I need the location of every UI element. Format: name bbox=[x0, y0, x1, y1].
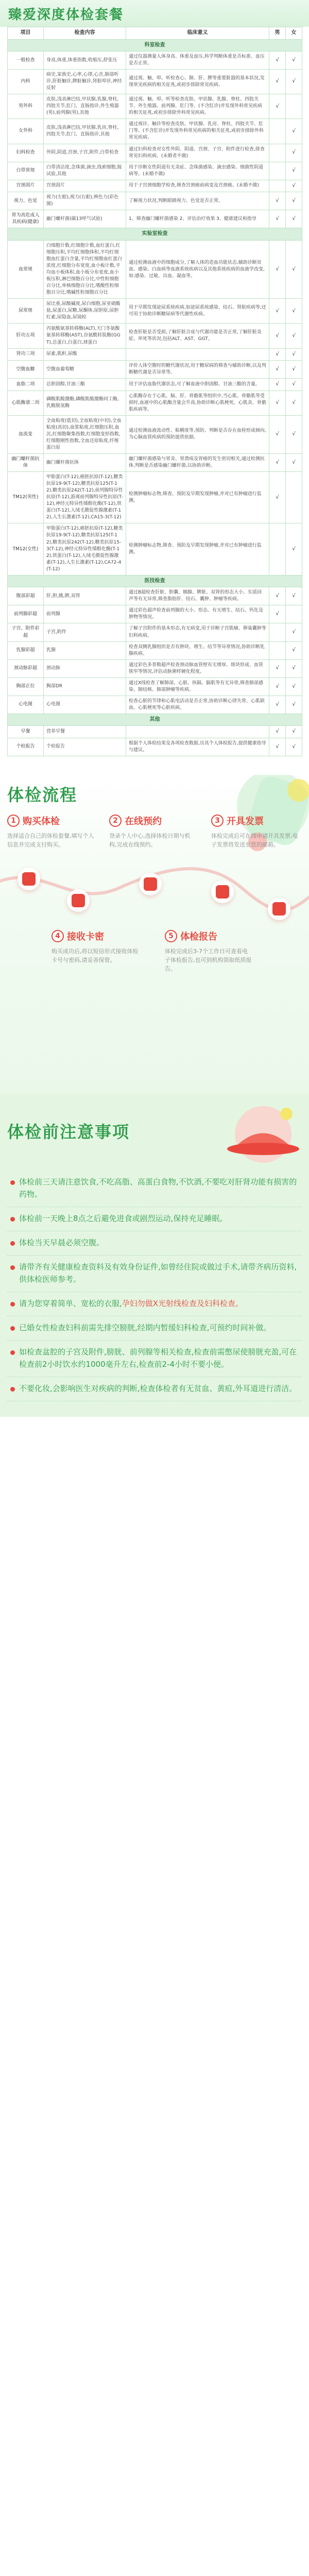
male-check-cell: √ bbox=[269, 415, 286, 453]
table-row bbox=[8, 659, 302, 677]
content-cell: 丙氨酸氨基转移酶(ALT),天门冬氨酸氨基转移酶(AST),谷氨酰转肽酶(GGT),总蛋白,白蛋白,球蛋白 bbox=[44, 324, 126, 348]
meaning-cell: 用于早期发现泌尿系统疾病,如泌尿系统感染、结石、肾脏疾病等;还可用于协助诊断糖尿病等代谢性疾病。 bbox=[126, 299, 269, 324]
item-cell: 幽门螺杆菌抗体 bbox=[8, 454, 44, 472]
item-cell: 女外科 bbox=[8, 119, 44, 144]
flow-node-1 bbox=[18, 868, 40, 890]
item-cell: 一般检查 bbox=[8, 52, 44, 70]
female-check-cell: √ bbox=[286, 623, 302, 641]
content-cell: 白细胞计数,红细胞计数,血红蛋白,红细胞压积,平均红细胞体积,平均红细胞血红蛋白含量,平均红细胞血红蛋白浓度,红细胞分布宽度,血小板计数,平均血小板体积,血小板分布宽度,血小板压积,淋巴细胞百分比,中性粒细胞百分比,单核细胞百分比,嗜酸性粒细胞百分比,嗜碱性粒细胞百分比 bbox=[44, 240, 126, 298]
male-check-cell bbox=[269, 119, 286, 144]
male-check-cell bbox=[269, 641, 286, 659]
table-row bbox=[8, 523, 302, 575]
flow-step-3 bbox=[211, 814, 299, 849]
table-row bbox=[8, 472, 302, 523]
content-cell: 视力(左眼),视力(右眼),辨色力(彩色图) bbox=[44, 192, 126, 210]
item-cell: 胃为高危成人其疾病(健康) bbox=[8, 210, 44, 228]
step-number: 3 bbox=[211, 815, 224, 827]
content-cell: 肝,胆,胰,脾,双肾 bbox=[44, 587, 126, 605]
meaning-cell: 通过检测血液流动性、粘稠度等,预防、判断是否存在血栓形成倾向,为心脑血管疾病的预防提供依据。 bbox=[126, 415, 269, 453]
item-cell: 血流变 bbox=[8, 415, 44, 453]
meaning-cell: 检查肝脏是否受损,了解肝脏合成与代谢功能是否正常,了解肝脏炎症、坏死等状况,包括ALT、AST、GGT。 bbox=[126, 324, 269, 348]
male-check-cell bbox=[269, 623, 286, 641]
note-item bbox=[7, 1207, 302, 1231]
male-check-cell: √ bbox=[269, 94, 286, 119]
male-check-cell bbox=[269, 162, 286, 180]
section-header-row bbox=[8, 228, 302, 241]
female-check-cell: √ bbox=[286, 348, 302, 361]
male-check-cell: √ bbox=[269, 391, 286, 415]
col-header-meaning: 临床意义 bbox=[126, 27, 269, 40]
bullet-dot-icon bbox=[10, 1387, 15, 1392]
meaning-cell: 通过B超检查肝脏、胆囊、胰腺、脾脏、双肾的形态大小、实质回声等有无异常,筛查脂肪肝、结石、囊肿、肿瘤等疾病。 bbox=[126, 587, 269, 605]
notes-list bbox=[7, 1171, 302, 1401]
note-text: 已婚女性检查妇科前需先排空膀胱,经期内暂缓妇科检查,可预约时间补做。 bbox=[19, 1323, 271, 1333]
bullet-dot-icon bbox=[10, 1217, 15, 1222]
section-header-row bbox=[8, 714, 302, 726]
table-row bbox=[8, 696, 302, 714]
female-check-cell: √ bbox=[286, 659, 302, 677]
table-row bbox=[8, 587, 302, 605]
table-row bbox=[8, 324, 302, 348]
meaning-cell: 用于评估血脂代谢状态,可了解血液中胆固醇、甘油三酯的含量。 bbox=[126, 379, 269, 391]
step-number: 4 bbox=[52, 930, 64, 942]
table-row bbox=[8, 391, 302, 415]
female-check-cell: √ bbox=[286, 52, 302, 70]
section-title: 医技检查 bbox=[8, 575, 302, 587]
note-item bbox=[7, 1341, 302, 1377]
meaning-cell: 通过视、触、叩、听等检查皮肤、甲状腺、乳腺、脊柱、四肢关节、外生殖器、前列腺、肛门等。(不含肛诊)并发现外科常见疾病的相关征兆,或初步排除外科常见疾病。 bbox=[126, 94, 269, 119]
content-cell: 身高,体重,体重指数,收缩压,舒张压 bbox=[44, 52, 126, 70]
content-cell: 乳腺 bbox=[44, 641, 126, 659]
meaning-cell: 通过彩色多普勒超声检查颈动脉血管壁有无增厚、斑块形成、血管狭窄等情况,评估动脉粥样硬化程度。 bbox=[126, 659, 269, 677]
item-cell: 心电图 bbox=[8, 696, 44, 714]
table-row bbox=[8, 641, 302, 659]
item-cell: 妇科检查 bbox=[8, 144, 44, 162]
meaning-cell: 通过视、触、叩、听检查心、肺、肝、脾等重要脏器的基本状况,发现常见疾病的相关征兆,或初步排除常见疾病。 bbox=[126, 70, 269, 94]
note-item bbox=[7, 1377, 302, 1401]
female-check-cell: √ bbox=[286, 696, 302, 714]
meaning-cell: 1、筛查幽门螺杆菌感染 2、评估治疗效果 3、健康建议和指导 bbox=[126, 210, 269, 228]
bullet-dot-icon bbox=[10, 1180, 15, 1185]
step-desc: 选择适合自己的体检套餐,填写个人信息并完成支付购买。 bbox=[7, 833, 94, 849]
female-check-cell: √ bbox=[286, 738, 302, 756]
meaning-cell: 幽门螺杆菌感染与胃炎、胃溃疡及胃癌的发生密切相关,通过检测抗体,判断是否感染幽门螺杆菌,以协助诊断。 bbox=[126, 454, 269, 472]
table-row bbox=[8, 623, 302, 641]
content-cell: 子宫,附件 bbox=[44, 623, 126, 641]
col-header-female: 女 bbox=[286, 27, 302, 40]
note-item bbox=[7, 1256, 302, 1292]
meaning-cell: 了解视力状况,判断眼睛视力、色觉是否正常。 bbox=[126, 192, 269, 210]
decorative-hat-icon bbox=[214, 1098, 302, 1171]
step-title: 开具发票 bbox=[227, 816, 264, 827]
table-row bbox=[8, 210, 302, 228]
table-row bbox=[8, 144, 302, 162]
item-cell: 视力、色觉 bbox=[8, 192, 44, 210]
section-title: 实验室检查 bbox=[8, 228, 302, 241]
table-row bbox=[8, 726, 302, 738]
section-title: 科室检查 bbox=[8, 39, 302, 52]
male-check-cell bbox=[269, 523, 286, 575]
item-cell: 个检报告 bbox=[8, 738, 44, 756]
male-check-cell bbox=[269, 180, 286, 192]
content-cell: 病史,家族史,心率,心律,心音,肺部听诊,肝脏触诊,脾脏触诊,肾脏叩诊,神经反射 bbox=[44, 70, 126, 94]
content-cell: 空腹血葡萄糖 bbox=[44, 361, 126, 379]
step-title: 接收卡密 bbox=[67, 931, 104, 943]
page-title: 臻爱深度体检套餐 bbox=[8, 7, 124, 23]
female-check-cell: √ bbox=[286, 587, 302, 605]
meaning-cell: 用于子宫颈细胞学检查,筛查宫颈癌前病变及宫颈癌。(未婚不做) bbox=[126, 180, 269, 192]
female-check-cell: √ bbox=[286, 391, 302, 415]
package-table bbox=[7, 27, 302, 756]
male-check-cell: √ bbox=[269, 677, 286, 696]
page-header bbox=[0, 0, 309, 27]
item-cell: 早餐 bbox=[8, 726, 44, 738]
content-cell: 总胆固醇,甘油三酯 bbox=[44, 379, 126, 391]
female-check-cell: √ bbox=[286, 379, 302, 391]
note-item bbox=[7, 1231, 302, 1256]
bullet-dot-icon bbox=[10, 1326, 15, 1331]
meaning-cell: 了解子宫附件的基本形态,有无病变,用于诊断子宫肌瘤、卵巢囊肿等妇科疾病。 bbox=[126, 623, 269, 641]
flow-node-3 bbox=[139, 873, 162, 895]
content-cell: 全血粘度(低切),全血粘度(中切),全血粘度(高切),血浆粘度,红细胞压积,血沉,红细胞聚集指数,红细胞变形指数,红细胞刚性指数,全血还原粘度,纤维蛋白原 bbox=[44, 415, 126, 453]
meaning-cell: 心肌酶存在于心肌、脑、肝、骨骼肌等组织中,当心肌、骨骼肌等受损时,血液中的心肌酶含量会升高,协助诊断心肌梗死、心肌炎、骨骼肌疾病等。 bbox=[126, 391, 269, 415]
table-row bbox=[8, 70, 302, 94]
female-check-cell: √ bbox=[286, 523, 302, 575]
note-text: 体检当天早晨必须空腹。 bbox=[19, 1238, 105, 1248]
male-check-cell: √ bbox=[269, 454, 286, 472]
note-text: 体检前三天请注意饮食,不吃高脂、高蛋白食物,不饮酒,不要吃对肝肾功能有损害的药物。 bbox=[19, 1177, 297, 1199]
table-row bbox=[8, 119, 302, 144]
male-check-cell: √ bbox=[269, 324, 286, 348]
item-cell: 颈动脉彩超 bbox=[8, 659, 44, 677]
meaning-cell: 检查心脏的节律和心肌电活动是否正常,协助诊断心律失常、心肌缺血、心肌梗死等心脏疾病。 bbox=[126, 696, 269, 714]
table-row bbox=[8, 162, 302, 180]
male-check-cell: √ bbox=[269, 240, 286, 298]
female-check-cell: √ bbox=[286, 677, 302, 696]
flow-node-4 bbox=[211, 880, 234, 903]
male-check-cell: √ bbox=[269, 70, 286, 94]
item-cell: 血脂二项 bbox=[8, 379, 44, 391]
note-text: 请带齐有关健康检查资料及有效身份证件,如曾经住院或做过手术,请带齐病历资料,供体检医师参考。 bbox=[19, 1262, 297, 1284]
item-cell: TM12(女性) bbox=[8, 523, 44, 575]
item-cell: 心肌酶谱二项 bbox=[8, 391, 44, 415]
step-number: 2 bbox=[109, 815, 122, 827]
meaning-cell: 通过彩色超声检查前列腺的大小、形态、有无增生、结石、钙化及肿物等情况。 bbox=[126, 605, 269, 623]
content-cell: 磷酸肌酸激酶,磷酸肌酸激酶同工酶,乳酸脱氢酶 bbox=[44, 391, 126, 415]
female-check-cell: √ bbox=[286, 324, 302, 348]
table-row bbox=[8, 738, 302, 756]
item-cell: 乳腺彩超 bbox=[8, 641, 44, 659]
table-row bbox=[8, 94, 302, 119]
meaning-cell: 通过检测血液中的细胞成分,了解人体的造血功能状态,辅助诊断贫血、感染、白血病等血液系统疾病以及其他系统疾病的血液学改变,如:感染、过敏、出血、凝血等。 bbox=[126, 240, 269, 298]
note-text: 如检查盆腔的子宫及附件,膀胱、前列腺等相关检查,检查前需憋尿使膀胱充盈,可在检查前2小时饮水约1000毫升左右,检查前2-4小时不要小便。 bbox=[19, 1347, 297, 1369]
content-cell: 幽门螺杆菌(碳13呼气试验) bbox=[44, 210, 126, 228]
item-cell: 白带常规 bbox=[8, 162, 44, 180]
item-cell: 血常规 bbox=[8, 240, 44, 298]
table-row bbox=[8, 348, 302, 361]
note-item bbox=[7, 1292, 302, 1316]
table-row bbox=[8, 299, 302, 324]
note-text: 不要化妆,会影响医生对疾病的判断,检查体检者有无贫血、黄疸,外耳道进行清洁。 bbox=[19, 1384, 297, 1394]
content-cell: 个检报告 bbox=[44, 738, 126, 756]
table-header-row bbox=[8, 27, 302, 40]
flow-step-1 bbox=[7, 814, 95, 849]
content-cell: 尿比重,尿酸碱度,尿白细胞,尿亚硝酸盐,尿蛋白,尿糖,尿酮体,尿胆原,尿胆红素,尿隐血,尿镜检 bbox=[44, 299, 126, 324]
item-cell: 肝功五项 bbox=[8, 324, 44, 348]
notes-title: 体检前注意事项 bbox=[7, 1122, 130, 1142]
male-check-cell: √ bbox=[269, 472, 286, 523]
flow-node-5 bbox=[268, 897, 290, 920]
content-cell: 宫颈刮片 bbox=[44, 180, 126, 192]
content-cell: 白带清洁度,念珠菌,滴虫,线索细胞,胺试验,其他 bbox=[44, 162, 126, 180]
step-desc: 登录个人中心,选择体检日期与机构,完成在线预约。 bbox=[109, 833, 191, 849]
section-header-row bbox=[8, 575, 302, 587]
table-row bbox=[8, 192, 302, 210]
female-check-cell: √ bbox=[286, 641, 302, 659]
item-cell: 子宫、附件彩超 bbox=[8, 623, 44, 641]
content-cell: 胸部DR bbox=[44, 677, 126, 696]
section-header-row bbox=[8, 39, 302, 52]
content-cell: 甲胎蛋白(T-12),癌胚抗原(T-12),糖类抗原19-9(T-12),糖类抗原125(T-12),糖类抗原242(T-12),前列腺特异性抗原(T-12),游离前列腺特异性抗原(T-12),神经元特异性烯醇化酶(T-12),铁蛋白(T-12),人绒毛膜促性腺激素(T-12),人生长激素(T-12),CA15-3(T-12) bbox=[44, 472, 126, 523]
table-row bbox=[8, 180, 302, 192]
male-check-cell bbox=[269, 144, 286, 162]
male-check-cell: √ bbox=[269, 348, 286, 361]
content-cell: 颈动脉 bbox=[44, 659, 126, 677]
item-cell: 尿常规 bbox=[8, 299, 44, 324]
col-header-content: 检查内容 bbox=[44, 27, 126, 40]
col-header-male: 男 bbox=[269, 27, 286, 40]
meaning-cell: 评价人体空腹时的糖代谢状况,用于糖尿病的筛查与辅助诊断,以及判断糖代谢是否异常等。 bbox=[126, 361, 269, 379]
step-desc: 购买成功后,将以短信形式接收体检卡号与密码,请妥善保管。 bbox=[52, 948, 139, 964]
step-number: 5 bbox=[165, 930, 177, 942]
note-highlight: 孕妇勿做X光射线检查及妇科检查。 bbox=[122, 1299, 244, 1309]
male-check-cell: √ bbox=[269, 210, 286, 228]
female-check-cell: √ bbox=[286, 180, 302, 192]
male-check-cell: √ bbox=[269, 299, 286, 324]
item-cell: TM12(男性) bbox=[8, 472, 44, 523]
male-check-cell: √ bbox=[269, 192, 286, 210]
female-check-cell: √ bbox=[286, 726, 302, 738]
male-check-cell: √ bbox=[269, 659, 286, 677]
notes-title-area bbox=[7, 1093, 302, 1171]
item-cell: 肾功三项 bbox=[8, 348, 44, 361]
item-cell: 宫颈刮片 bbox=[8, 180, 44, 192]
item-cell: 胸部正位 bbox=[8, 677, 44, 696]
table-row bbox=[8, 415, 302, 453]
meaning-cell: 通过仪器测量人体身高、体重及血压,科学判断体重是否标准、血压是否正常。 bbox=[126, 52, 269, 70]
note-item bbox=[7, 1171, 302, 1207]
content-cell: 尿素,肌酐,尿酸 bbox=[44, 348, 126, 361]
item-cell: 腹部彩超 bbox=[8, 587, 44, 605]
table-row bbox=[8, 240, 302, 298]
flow-step-2 bbox=[109, 814, 197, 849]
item-cell: 内科 bbox=[8, 70, 44, 94]
section-title: 其他 bbox=[8, 714, 302, 726]
step-title: 在线预约 bbox=[125, 816, 162, 827]
bullet-dot-icon bbox=[10, 1350, 15, 1355]
meaning-cell: 检测肿瘤标志物,筛查、预防及早期发现肿瘤,并对已有肿瘤进行监测。 bbox=[126, 523, 269, 575]
table-row bbox=[8, 605, 302, 623]
content-cell: 皮肤,浅表淋巴结,甲状腺,乳腺,脊柱,四肢关节,肛门、直肠指诊,外生殖器(男),前列腺(男),其他 bbox=[44, 94, 126, 119]
content-cell: 甲胎蛋白(T-12),癌胚抗原(T-12),糖类抗原19-9(T-12),糖类抗原125(T-12),糖类抗原242(T-12),糖类抗原15-3(T-12),神经元特异性烯醇化酶(T-12),铁蛋白(T-12),人绒毛膜促性腺激素(T-12),人生长激素(T-12),CA72-4(T-12) bbox=[44, 523, 126, 575]
female-check-cell: √ bbox=[286, 415, 302, 453]
content-cell: 外阴,阴道,宫颈,子宫,附件,白带检查 bbox=[44, 144, 126, 162]
female-check-cell: √ bbox=[286, 454, 302, 472]
note-item bbox=[7, 1316, 302, 1341]
flow-step-5 bbox=[165, 929, 252, 973]
step-desc: 体检完成后3-7个工作日可查看电子体检报告,也可到机构领取纸质报告。 bbox=[165, 948, 252, 973]
bullet-dot-icon bbox=[10, 1302, 15, 1307]
meaning-cell: 用于诊断女性阴道有无炎症、念珠菌感染、滴虫感染、细菌性阴道病等。(未婚不做) bbox=[126, 162, 269, 180]
table-row bbox=[8, 52, 302, 70]
meaning-cell bbox=[126, 348, 269, 361]
female-check-cell: √ bbox=[286, 144, 302, 162]
flow-node-2 bbox=[67, 889, 90, 912]
col-header-item: 项目 bbox=[8, 27, 44, 40]
item-cell: 前列腺彩超 bbox=[8, 605, 44, 623]
table-row bbox=[8, 677, 302, 696]
step-title: 体检报告 bbox=[180, 931, 217, 943]
meaning-cell: 通过X线检查了解肺部、心脏、纵隔、膈肌等有无异常,筛查肺部感染、肺结核、肺部肿瘤等疾病。 bbox=[126, 677, 269, 696]
content-cell: 幽门螺杆菌抗体 bbox=[44, 454, 126, 472]
exam-flow-section bbox=[0, 775, 309, 1094]
female-check-cell bbox=[286, 472, 302, 523]
male-check-cell: √ bbox=[269, 738, 286, 756]
meaning-cell bbox=[126, 726, 269, 738]
female-check-cell: √ bbox=[286, 299, 302, 324]
content-cell: 营养早餐 bbox=[44, 726, 126, 738]
note-text: 请为您穿着简单、宽松的衣服, bbox=[19, 1299, 122, 1309]
step-title: 购买体检 bbox=[23, 816, 60, 827]
male-check-cell: √ bbox=[269, 361, 286, 379]
meaning-cell: 根据个人体检结果及各项检查数据,出具个人体检报告,提供健康指导与建议。 bbox=[126, 738, 269, 756]
male-check-cell: √ bbox=[269, 587, 286, 605]
female-check-cell: √ bbox=[286, 210, 302, 228]
content-cell: 前列腺 bbox=[44, 605, 126, 623]
step-number: 1 bbox=[7, 815, 20, 827]
bullet-dot-icon bbox=[10, 1241, 15, 1246]
meaning-cell: 通过视诊、触诊等检查皮肤、甲状腺、乳房、脊柱、四肢关节、肛门等。(不含肛诊)并发现外科常见疾病的相关征兆,或初步排除外科常见疾病。 bbox=[126, 119, 269, 144]
female-check-cell bbox=[286, 605, 302, 623]
male-check-cell: √ bbox=[269, 605, 286, 623]
female-check-cell: √ bbox=[286, 162, 302, 180]
package-table-wrap bbox=[0, 27, 309, 756]
note-text: 体检前一天晚上8点之后避免进食或剧烈运动,保持充足睡眠。 bbox=[19, 1214, 228, 1224]
male-check-cell: √ bbox=[269, 696, 286, 714]
bullet-dot-icon bbox=[10, 1265, 15, 1270]
exam-notes-section bbox=[0, 1093, 309, 1417]
meaning-cell: 检测肿瘤标志物,筛查、预防及早期发现肿瘤,并对已有肿瘤进行监测。 bbox=[126, 472, 269, 523]
table-row bbox=[8, 379, 302, 391]
female-check-cell: √ bbox=[286, 361, 302, 379]
table-row bbox=[8, 361, 302, 379]
flow-title: 体检流程 bbox=[7, 785, 78, 805]
content-cell: 皮肤,浅表淋巴结,甲状腺,乳房,脊柱,四肢关节,肛门、直肠指诊,其他 bbox=[44, 119, 126, 144]
step-desc: 体检完成后可在线申请开具发票,电子发票将发送至您的邮箱。 bbox=[211, 833, 298, 849]
female-check-cell: √ bbox=[286, 70, 302, 94]
item-cell: 空腹血糖 bbox=[8, 361, 44, 379]
female-check-cell bbox=[286, 94, 302, 119]
content-cell: 心电图 bbox=[44, 696, 126, 714]
female-check-cell: √ bbox=[286, 192, 302, 210]
meaning-cell: 通过妇科检查对女性外阴、阴道、宫颈、子宫、附件进行检查,排查常见妇科疾病。(未婚者不做) bbox=[126, 144, 269, 162]
item-cell: 男外科 bbox=[8, 94, 44, 119]
female-check-cell: √ bbox=[286, 240, 302, 298]
male-check-cell: √ bbox=[269, 379, 286, 391]
female-check-cell: √ bbox=[286, 119, 302, 144]
male-check-cell: √ bbox=[269, 52, 286, 70]
table-row bbox=[8, 454, 302, 472]
flow-step-4 bbox=[52, 929, 139, 964]
male-check-cell: √ bbox=[269, 726, 286, 738]
meaning-cell: 检查双侧乳腺组织是否有肿块、增生、结节等异常情况,协助诊断乳腺疾病。 bbox=[126, 641, 269, 659]
